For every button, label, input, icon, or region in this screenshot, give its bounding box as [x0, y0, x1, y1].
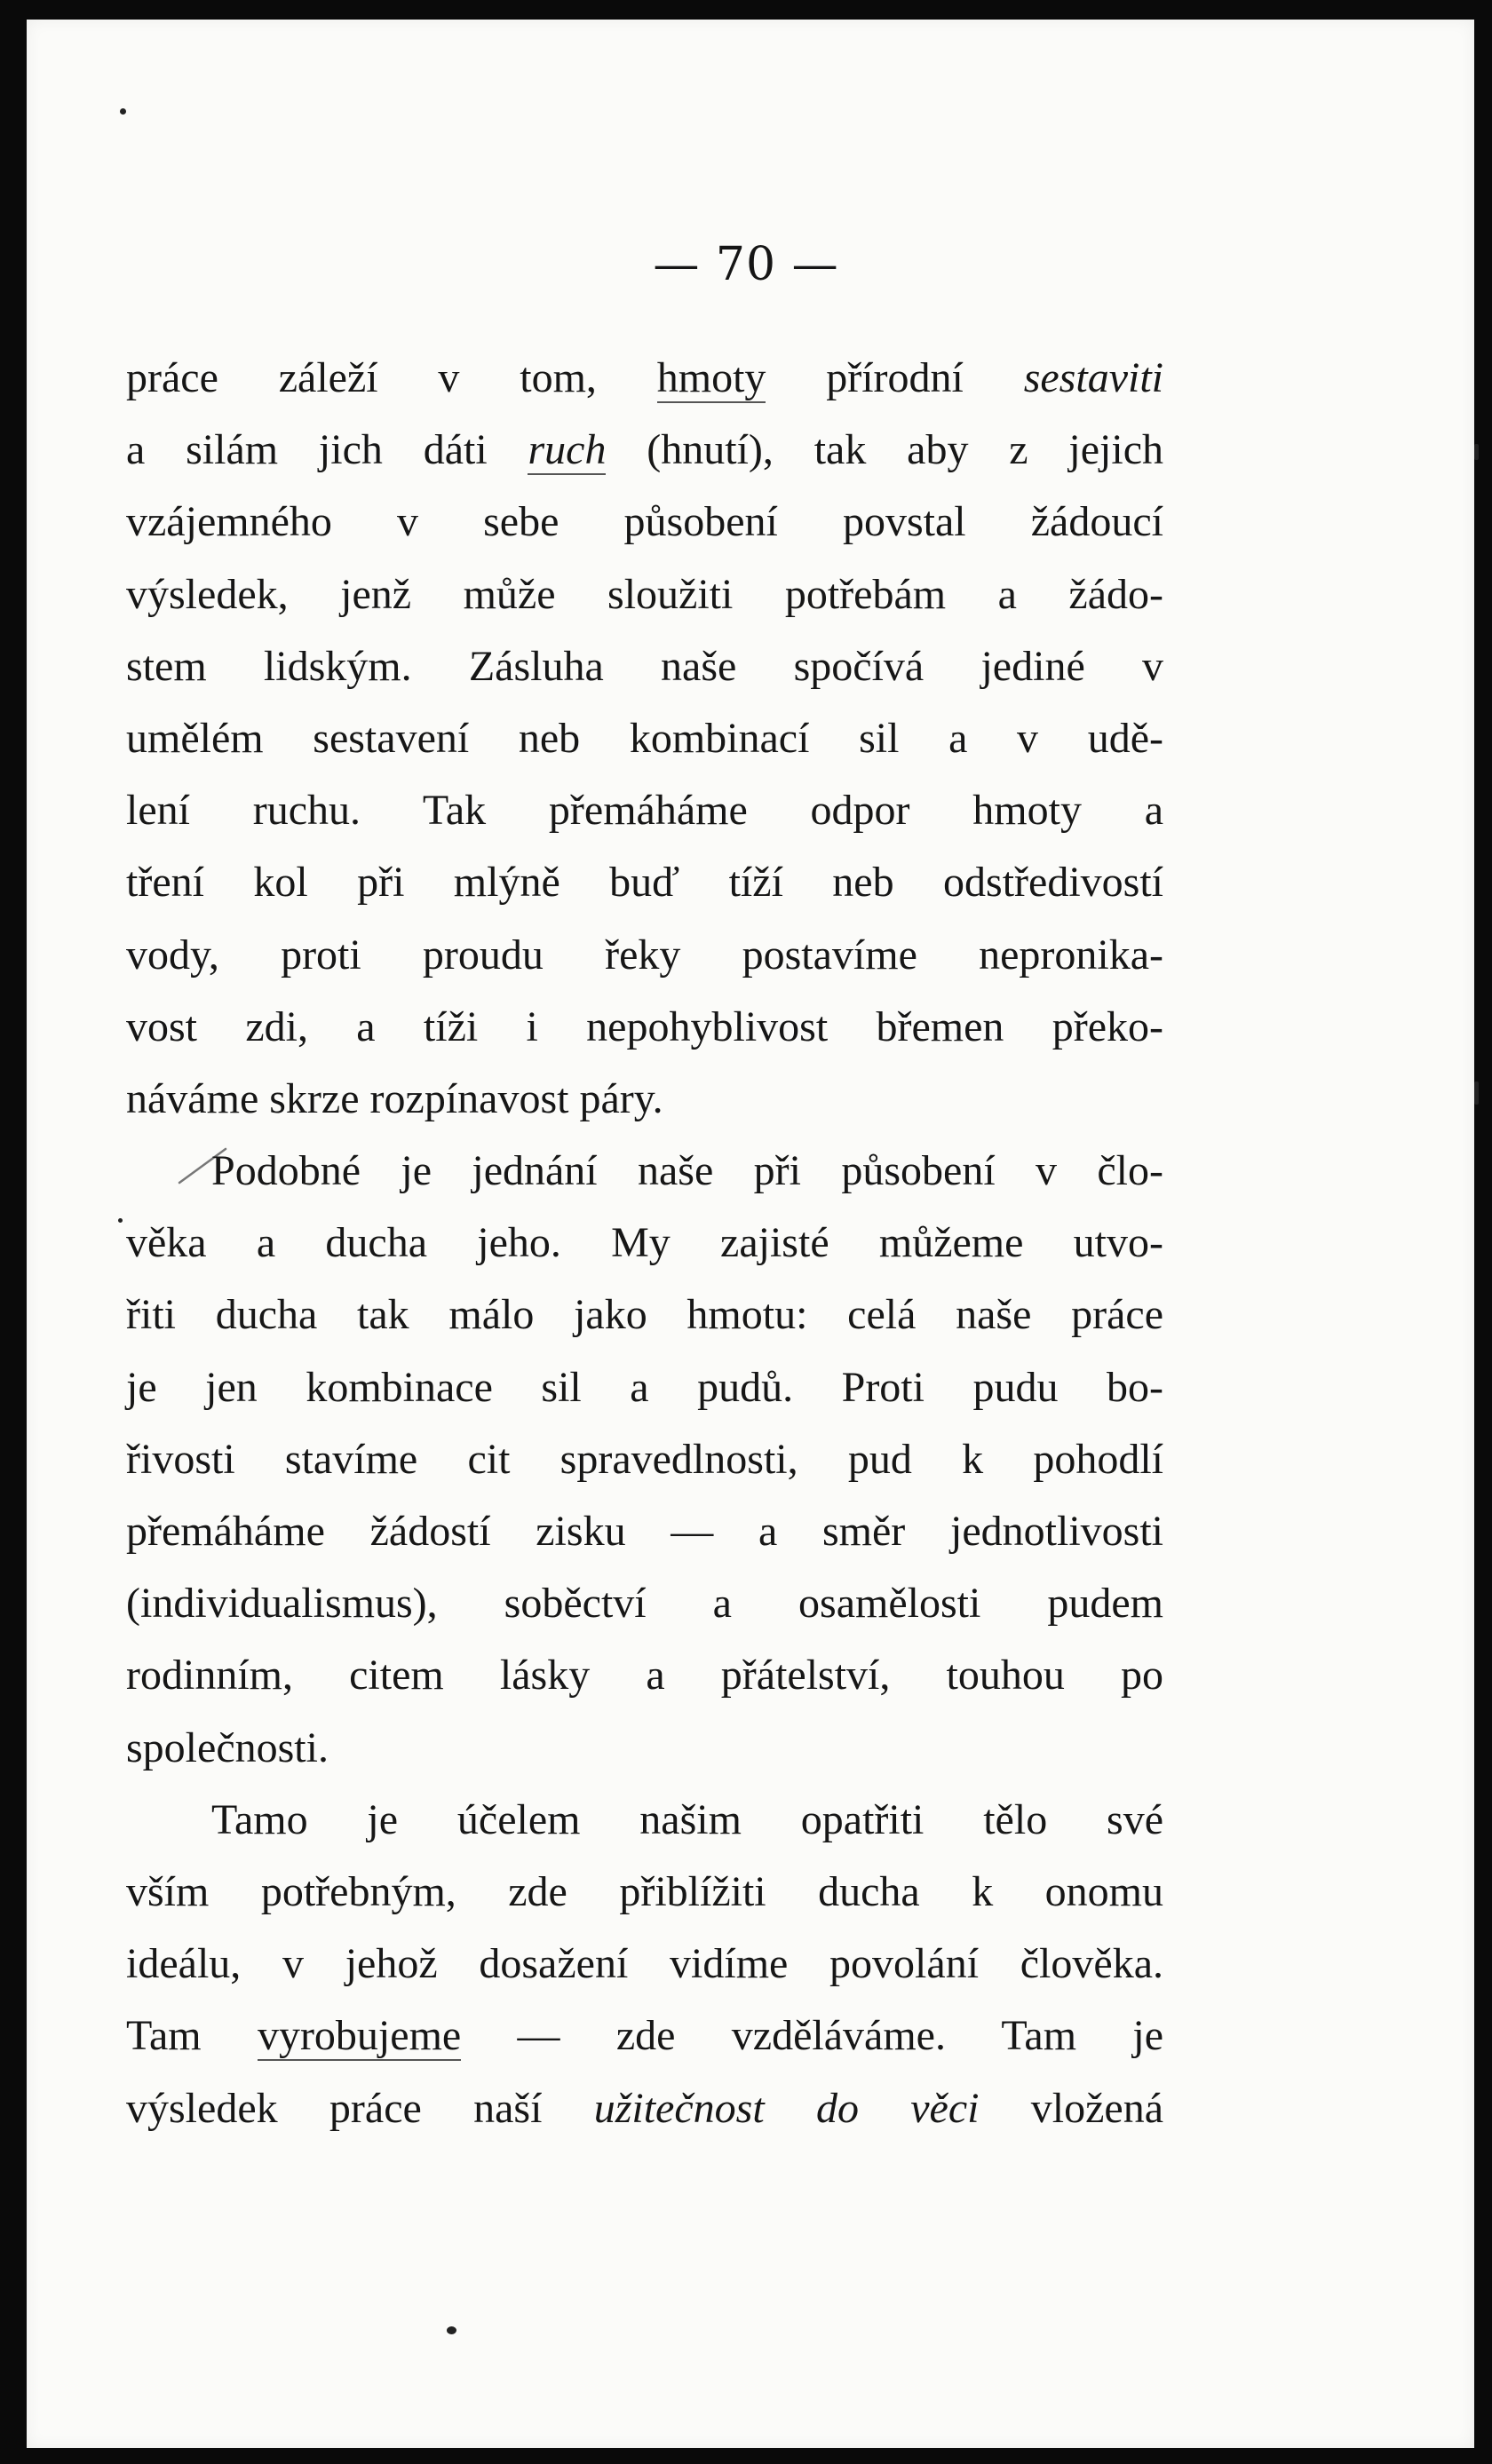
text-segment: vyrobujeme — [257, 2012, 462, 2060]
text-line — [126, 342, 1163, 414]
text-line — [126, 1712, 1163, 1784]
emphasized-text: užitečnost do věci — [593, 2084, 980, 2132]
text-line — [126, 1279, 1163, 1351]
text-segment: společnosti. — [126, 1723, 329, 1771]
text-segment: (individualismus), soběctví a osamělosti pudem — [126, 1580, 1163, 1628]
body-text — [126, 342, 1163, 2144]
text-line — [126, 1207, 1163, 1279]
text-line — [126, 630, 1163, 702]
text-segment: ideálu, v jehož dosažení vidíme povolání člověka. — [126, 1940, 1163, 1988]
text-segment: Tamo je účelem našim opatřiti tělo své — [211, 1795, 1163, 1843]
text-line — [126, 2000, 1163, 2072]
text-segment: vložená — [979, 2084, 1164, 2132]
text-line — [126, 919, 1163, 991]
text-segment: umělém sestavení neb kombinací sil a v udě- — [126, 714, 1163, 762]
text-segment: řivosti stavíme cit spravedlnosti, pud k pohodlí — [126, 1435, 1163, 1483]
text-line — [126, 1423, 1163, 1495]
text-segment: řiti ducha tak málo jako hmotu: celá naše práce — [126, 1291, 1163, 1339]
text-line — [126, 486, 1163, 558]
text-line — [126, 1135, 1163, 1207]
text-segment: práce záleží v tom, — [126, 354, 657, 401]
text-segment: přírodní — [766, 354, 1024, 401]
text-line — [126, 702, 1163, 774]
text-segment: vost zdi, a tíži i nepohyblivost břemen překo- — [126, 1002, 1163, 1050]
specks — [447, 2326, 456, 2334]
text-segment: stem lidským. Zásluha naše spočívá jediné v — [126, 642, 1163, 690]
specks — [118, 1218, 123, 1223]
text-segment: náváme skrze rozpínavost páry. — [126, 1074, 663, 1122]
text-segment: (hnutí), tak aby z jejich — [606, 426, 1164, 474]
text-line — [126, 1928, 1163, 2000]
text-line — [126, 1495, 1163, 1567]
text-segment: Podobné je jednání naše při působení v člo- — [211, 1147, 1163, 1195]
text-line — [126, 1063, 1163, 1135]
text-line — [126, 1784, 1163, 1856]
text-line — [126, 1856, 1163, 1928]
emphasized-text: sestaviti — [1023, 354, 1163, 401]
text-segment: přemáháme žádostí zisku — a směr jednotlivosti — [126, 1508, 1163, 1555]
text-segment: a silám jich dáti — [126, 426, 528, 474]
text-segment: výsledek práce naší — [126, 2084, 594, 2132]
text-line — [126, 774, 1163, 846]
text-line — [126, 1351, 1163, 1423]
text-line — [126, 414, 1163, 486]
text-segment: věka a ducha jeho. My zajisté můžeme utvo- — [126, 1219, 1163, 1267]
text-segment: výsledek, jenž může sloužiti potřebám a žádo- — [126, 570, 1163, 618]
emphasized-text: ruch — [528, 426, 607, 474]
text-segment: vzájemného v sebe působení povstal žádoucí — [126, 498, 1163, 546]
text-segment: tření kol při mlýně buď tíží neb odstředivostí — [126, 859, 1163, 907]
text-segment: lení ruchu. Tak přemáháme odpor hmoty a — [126, 787, 1163, 835]
specks — [120, 108, 126, 115]
text-segment: hmoty — [656, 354, 766, 401]
text-segment: rodinním, citem lásky a přátelství, touhou po — [126, 1652, 1163, 1699]
text-segment: je jen kombinace sil a pudů. Proti pudu bo- — [126, 1363, 1163, 1411]
specks — [1474, 1081, 1479, 1105]
text-line — [126, 1639, 1163, 1711]
text-segment: Tam — [126, 2012, 258, 2060]
text-line — [126, 559, 1163, 630]
page-number: — 70 — — [653, 238, 839, 291]
text-line — [126, 2072, 1163, 2144]
text-line — [126, 846, 1163, 918]
text-line — [126, 991, 1163, 1063]
text-segment: vody, proti proudu řeky postavíme nepronika- — [126, 931, 1163, 978]
text-segment: — zde vzděláváme. Tam je — [461, 2012, 1164, 2060]
text-segment: vším potřebným, zde přiblížiti ducha k onomu — [126, 1867, 1163, 1915]
text-line — [126, 1567, 1163, 1639]
specks — [1474, 444, 1479, 460]
